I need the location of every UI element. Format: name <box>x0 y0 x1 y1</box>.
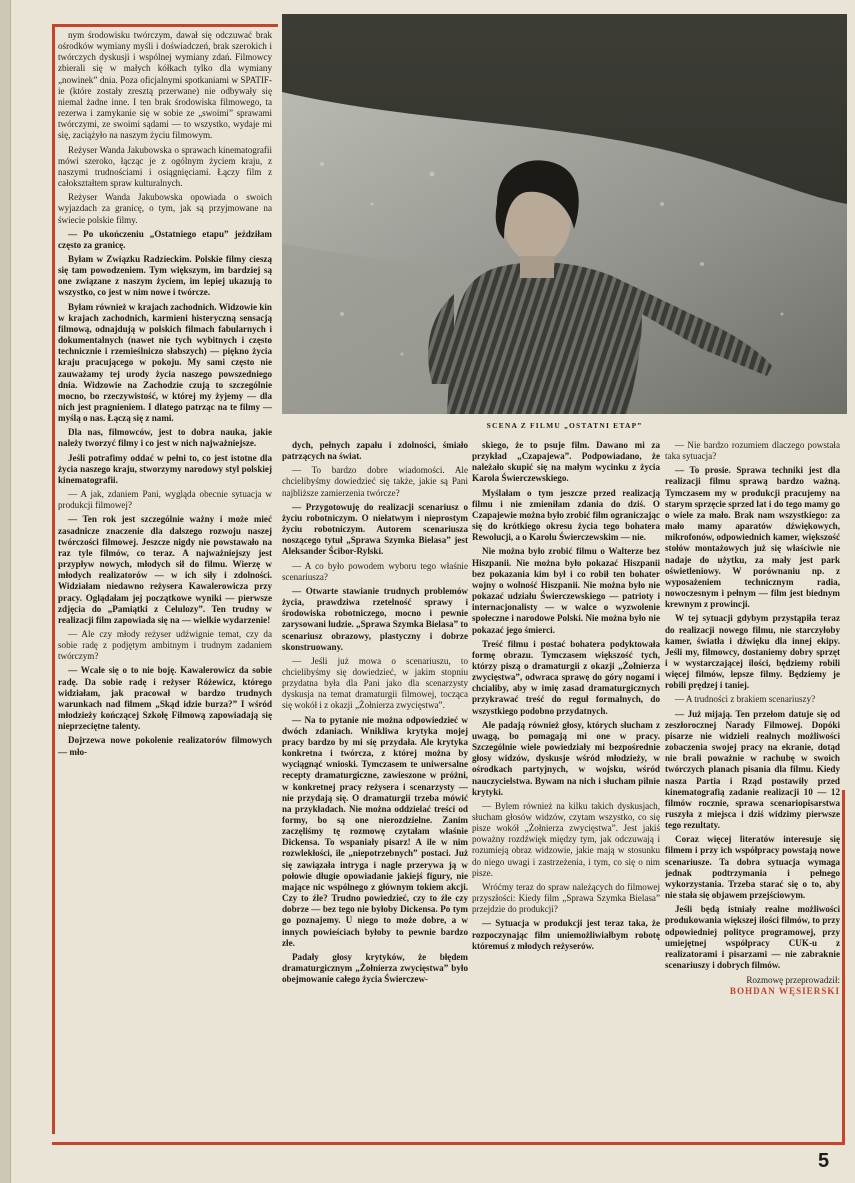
author-name: BOHDAN WĘSIERSKI <box>729 986 840 997</box>
article-paragraph: Jeśli potrafimy oddać w pełni to, co jest istotne dla życia naszego kraju, stworzymy narodowy styl polskiej kinematografii. <box>58 452 272 485</box>
photo-caption: SCENA Z FILMU „OSTATNI ETAP” <box>486 421 643 430</box>
red-rule-left <box>52 24 55 1134</box>
article-paragraph: — Nie bardzo rozumiem dlaczego powstała taka sytuacja? <box>665 440 840 462</box>
article-column-3 <box>472 440 660 1140</box>
red-rule-right <box>842 790 845 1145</box>
article-paragraph: — Wcale się o to nie boję. Kawalerowicz da sobie radę. Da sobie radę i reżyser Różewicz, którego widziałam, jak pracował w bardzo trudnych warunkach nad filmem „Skąd idzie burza?” I wśród młodzieży kończącej Szkołę Filmową zapowiadają się nieprzeciętne talenty. <box>58 665 272 732</box>
article-paragraph: Wróćmy teraz do spraw należących do filmowej przyszłości: Kiedy film „Sprawa Szymka Bielasa” przejdzie do produkcji? <box>472 881 660 915</box>
article-column-4 <box>665 440 840 1140</box>
article-column-2 <box>282 440 468 1140</box>
article-paragraph: Byłam w Związku Radzieckim. Polskie filmy cieszą się tam powodzeniem. Tym większym, im bardziej są one związane z naszym życiem, im lepiej ukazują to wszystko, co jest w nim nowe i twórcze. <box>58 253 272 298</box>
article-paragraph: — Sytuacja w produkcji jest teraz taka, że rozpoczynając film uniemożliwiałbym robotę któremuś z młodych reżyserów. <box>472 918 660 951</box>
article-paragraph: Coraz więcej literatów interesuje się filmem i przy ich współpracy powstają nowe scenariusze. Ta dobra sytuacja wymaga jednak podtrzymania i pełnego wykorzystania. Trzeba starać się o to, aby nie stała się objawem przejściowym. <box>665 834 840 901</box>
signoff-line: Rozmowę przeprowadził: <box>746 975 840 986</box>
article-paragraph: — Bylem również na kilku takich dyskusjach, słucham głosów widzów, czytam wszystko, co się pisze wokół „Żołnierza zwycięstwa”. Jest jakiś poważny rozdźwięk między tym, jak odczuwają i rozumieją obraz widzowie, jakie mają w stosunku do niego uwagi i zastrzeżenia, i tym, co się o nim pisze. <box>472 800 660 878</box>
film-still-photo <box>282 14 847 414</box>
page-number: 5 <box>818 1150 830 1172</box>
article-paragraph: — To prosie. Sprawa techniki jest dla realizacji filmu sprawą bardzo ważną. Tymczasem my w produkcji pracujemy na starym sprzęcie sprzed lat i do tego mamy go o wiele za mało. Brak nam wszystkiego: za mało mamy aparatów dźwiękowych, mikrofonów, odpowiednich kamer, większość stołów montażowych już się właściwie nie nadaje do użytku, za mały jest park oświetleniowy. W porównaniu np. z wyposażeniem technicznym radia, nowoczesnym i pełnym — film jest biednym krewnym z prowincji. <box>665 465 840 610</box>
article-paragraph: — Ten rok jest szczególnie ważny i może mieć zasadnicze znaczenie dla dalszego rozwoju naszej twórczości filmowej. Jeszcze nigdy nie powstawało na raz tyle filmów, co teraz. A najważniejszy jest przypływ nowych, młodych sił do filmu. Wierzę w młodych realizatorów — w ich siły i zdolności. Widziałam niedawno reżysera Kawalerowicza przy pracy. Oglądałam jej początkowe wyniki — pierwsze zdjęcia do „Pamiątki z Celulozy”. Ten trudny w realizacji film zapowiada się na — wielkie wydarzenie! <box>58 514 272 625</box>
article-paragraph: — A co było powodem wyboru tego właśnie scenariusza? <box>282 560 468 582</box>
article-paragraph: — Na to pytanie nie można odpowiedzieć w dwóch zdaniach. Wnikliwa krytyka mojej pracy bardzo by mi się przydała. Ale krytyka konkretna i twórcza, z której można by wyciągnąć wnioski. Tymczasem te uniwersalne recepty dramaturgiczne, zawieszone w próżni, w konkretnej pracy reżysera i scenarzysty — nie przydają się. O dramaturgii trzeba mówić na przykładach. Nie można oddzielać treści od formy, bo są one nierozdzielne. Zanim zaczęliśmy tę rozmowę czytałam właśnie Dickensa. To wspaniały pisarz! A ile w nim rozwlekłości, ile „niepotrzebnych” postaci. Już się zawiązała intryga i nagle przerywa ją w połowie długie opowiadanie jakiejś figury, nie mające nic wspólnego z głównym tokiem akcji. Czy to źle? Trudno powiedzieć, czy to źle czy dobrze — bez tego nie byłoby Dickensa. Po tym go poznajemy. U niego to może dobre, a w innych powieściach byłoby to pewnie bardzo złe. <box>282 714 468 948</box>
article-paragraph: Jeśli będą istniały realne możliwości produkowania większej ilości filmów, to przy odpowiedniej polityce programowej, przy umiejętnej współpracy CUK-u z realizatorami i pisarzami — nie zabraknie scenariuszy i dobrych filmów. <box>665 904 840 971</box>
article-paragraph: nym środowisku twórczym, dawał się odczuwać brak ośrodków wymiany myśli i doświadczeń, brak szerokich i twórczych dyskusji i wspólnej wymiany zdań. Filmowcy zbierali się w małych kółkach tylko dla wymiany „nowinek” dnia. Poza oficjalnymi spotkaniami w SPATIF-ie (które zostały zresztą przerwane) nie odbywały się niemal żadne inne. I ten brak środowiska filmowego, ta rezerwa i zamykanie się w sobie ze „swoimi” sprawami twórczymi, ze swoimi sądami — to wszystko, wydaje mi się, zaciążyło na naszym życiu filmowym. <box>58 30 272 141</box>
article-paragraph: — A jak, zdaniem Pani, wygląda obecnie sytuacja w produkcji filmowej? <box>58 489 272 511</box>
article-paragraph: — Otwarte stawianie trudnych problemów życia, prawdziwa rzetelność sprawy i środowiska robotniczego, mocno i pewnie zarysowani ludzie. „Sprawa Szymka Bielasa” to scenariusz obrazowy, plastyczny i dobrze skonstruowany. <box>282 585 468 652</box>
article-paragraph: — To bardzo dobre wiadomości. Ale chcielibyśmy dowiedzieć się także, jakie są Pani najbliższe zamierzenia twórcze? <box>282 465 468 498</box>
article-paragraph: Ale padają również głosy, których słucham z uwagą, bo pomagają mi one w pracy. Szczególnie wiele powiedziały mi bezpośrednie głosy widzów, dyskusje wśród młodzieży, w ośrodkach partyjnych, w wojsku, wśród nauczycielstwa. Bywam na nich i słucham pilnie krytyki. <box>472 719 660 797</box>
red-rule-top <box>52 24 278 27</box>
article-paragraph: skiego, że to psuje film. Dawano mi za przykład „Czapajewa”. Podpowiadano, że należało skupić się na małym wycinku z życia Karola Świerczewskiego. <box>472 440 660 484</box>
article-paragraph: Dla nas, filmowców, jest to dobra nauka, jakie należy tworzyć filmy i co jest w nich najważniejsze. <box>58 427 272 449</box>
article-paragraph: Dojrzewa nowe pokolenie realizatorów filmowych — mło- <box>58 735 272 757</box>
article-paragraph: Nie można było zrobić filmu o Walterze bez Hiszpanii. Nie można było pokazać Hiszpanii bez pokazania kim był i co robił ten bohater wojny o wolność Hiszpanii. Nie można było nie pokazać udziału Świerczewskiego — patrioty i internacjonalisty — w walce o wyzwolenie społeczne i narodowe Polski. Nie można było nie pokazać jego śmierci. <box>472 546 660 635</box>
article-paragraph: dych, pełnych zapału i zdolności, śmiało patrzących na świat. <box>282 440 468 462</box>
article-paragraph: Reżyser Wanda Jakubowska o sprawach kinematografii mówi szeroko, łącząc je z ogólnym życiem kraju, z naszymi trudnościami i osiągnięciami. Łączy film z całokształtem spraw kulturalnych. <box>58 144 272 189</box>
article-paragraph: Myślałam o tym jeszcze przed realizacją filmu i nie zmieniłam zdania do dziś. O Czapajewie można było zrobić film ograniczając się do krótkiego okresu życia tego bohatera Rewolucji, a o Karolu Świerczewskim — nie. <box>472 487 660 543</box>
article-paragraph: — Przygotowuję do realizacji scenariusz o życiu robotniczym. O niełatwym i nieprostym życiu robotniczym. Autorem scenariusza noszącego tytuł „Sprawa Szymka Bielasa” jest Aleksander Ścibor-Rylski. <box>282 501 468 557</box>
article-column-1 <box>58 30 272 1140</box>
article-paragraph: — Już mijają. Ten przełom datuje się od zeszłorocznej Narady Filmowej. Dopóki pisarze nie widzieli realnych możliwości zobaczenia swojej pracy na ekranie, dotąd nie brali poważnie w rachubę w swoich twórczych planach pisania dla filmu. Kiedy nasza Partia i Rząd postawiły przed kinematografią zadanie realizacji 10 — 12 filmów rocznie, sprawa scenariopisarstwa ruszyła z miejsca i dziś widzimy pierwsze tego rezultaty. <box>665 708 840 831</box>
article-paragraph: Treść filmu i postać bohatera podyktowała formę obrazu. Tymczasem większość tych, którzy piszą o dramaturgii z okazji „Żołnierza zwycięstwa”, odwraca sprawę do góry nogami i chcialiby, aby w imię zasad dramaturgicznych przykrawać treść do reguł formalnych, do wszystkiego podobno przydatnych. <box>472 638 660 716</box>
article-paragraph: Reżyser Wanda Jakubowska opowiada o swoich wyjazdach za granicę, o tym, jak są przyjmowane na świecie polskie filmy. <box>58 192 272 225</box>
article-paragraph: — Ale czy młody reżyser udźwignie temat, czy da sobie radę z podjętym ambitnym i trudnym zadaniem twórczym? <box>58 628 272 662</box>
red-rule-bottom <box>52 1142 842 1145</box>
article-paragraph: — Po ukończeniu „Ostatniego etapu” jeździłam często za granicę. <box>58 228 272 250</box>
article-paragraph: Padały głosy krytyków, że błędem dramaturgicznym „Żołnierza zwycięstwa” było obejmowanie całego życia Świerczew- <box>282 951 468 985</box>
article-paragraph: W tej sytuacji gdybym przystąpiła teraz do realizacji nowego filmu, nie starczyłoby kamer, światła i dźwięku dla innej ekipy. Jeśli my, filmowcy, dostaniemy dobry sprzęt i w wystarczającej ilości, będziemy robili więcej filmów, lepsze filmy. Będziemy je robili prędzej i taniej. <box>665 613 840 691</box>
article-paragraph: — A trudności z brakiem scenariuszy? <box>675 694 816 705</box>
perforated-margin <box>0 0 11 1183</box>
article-paragraph: — Jeśli już mowa o scenariuszu, to chcielibyśmy się dowiedzieć, w jakim stopniu przydatna była dla Pani jako dla scenarzysty dyskusja na temat dramaturgii filmowej, tocząca się wokół i z okazji „Żołnierza zwycięstwa”. <box>282 655 468 711</box>
article-paragraph: Byłam również w krajach zachodnich. Widzowie kin w krajach zachodnich, karmieni histeryczną sensacją filmową, odnajdują w polskich filmach fabularnych i dokumentalnych (nawet nie tych wybitnych i często technicznie i rzemieślniczo słabszych) — piękno życia kraju pracującego w pokoju. My sami często nie zauważamy tej urody życia naszego powszedniego dnia. Widzowie na Zachodzie czują to szczególnie mocno, bo rzeczywistość, w której my żyjemy — dla nich jest pragnieniem. I dlatego patrząc na te filmy — myślą o nas. Łączą się z nami. <box>58 301 272 424</box>
